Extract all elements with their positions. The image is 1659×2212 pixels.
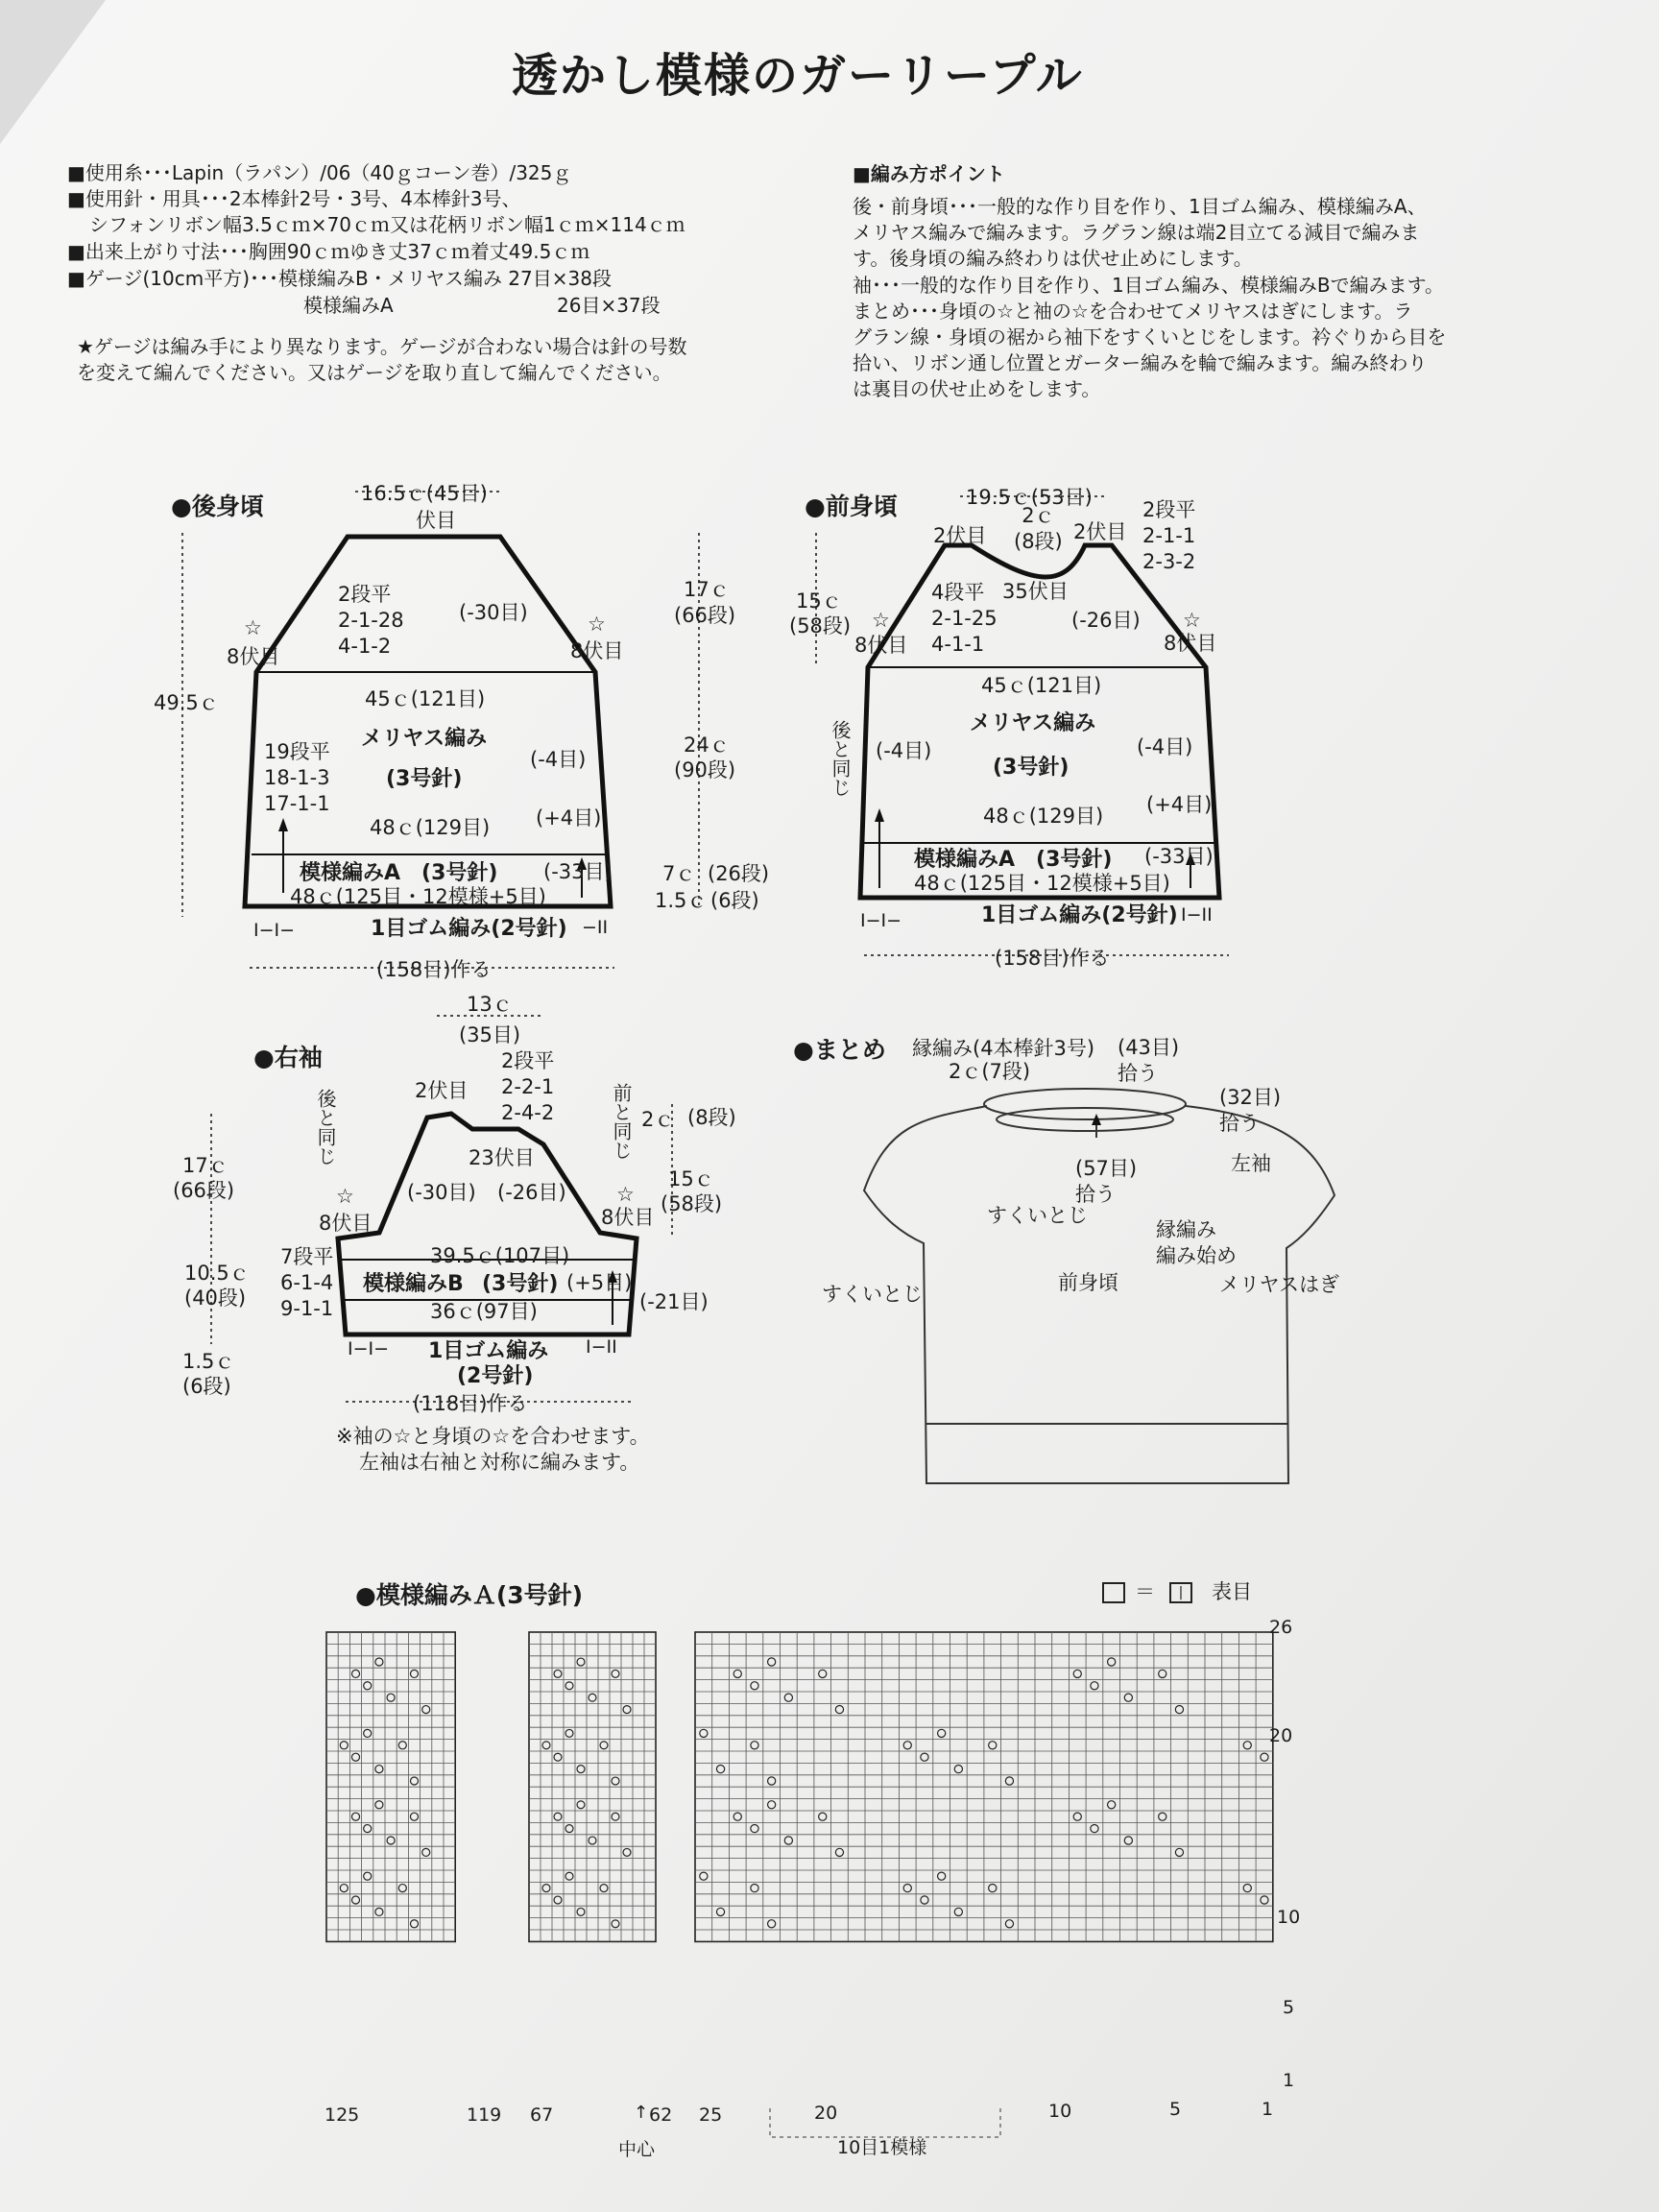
sleeve-rib-mark-left: I−I−	[348, 1338, 390, 1359]
sleeve-rib: 1目ゴム編み	[428, 1339, 549, 1363]
back-width-48: 48ｃ(129目)	[370, 816, 491, 839]
sleeve-star-right: ☆	[616, 1183, 635, 1206]
back-side-decrease: (-4目)	[530, 748, 587, 771]
front-cast-on: (158目)作る	[995, 947, 1110, 970]
finish-heading: ●まとめ	[793, 1036, 886, 1064]
points-heading: ■編み方ポイント	[853, 162, 1005, 185]
gauge-note-line1: ★ゲージは編み手により異なります。ゲージが合わない場合は針の号数	[77, 335, 687, 358]
front-pattern: 模様編みA (3号針)	[914, 848, 1113, 872]
chart-repeat-label: 10目1模様	[837, 2137, 927, 2158]
finish-border-height: 2ｃ(7段)	[949, 1060, 1031, 1083]
sleeve-dim-6: (6段)	[182, 1375, 231, 1398]
sleeve-dim-40: (40段)	[184, 1286, 247, 1310]
points-line: 後・前身頃･･･一般的な作り目を作り、1目ゴム編み、模様編みA、	[853, 195, 1427, 218]
sleeve-note-2: 左袖は右袖と対称に編みます。	[359, 1451, 640, 1474]
sleeve-star-left: ☆	[336, 1185, 354, 1208]
front-side-decrease-right: (-4目)	[1137, 735, 1193, 758]
points-line: グラン線・身頃の裾から袖下をすくいとじをします。衿ぐりから目を	[853, 325, 1447, 349]
row-label-1: 1	[1283, 2070, 1295, 2091]
sleeve-left-bind-off: 8伏目	[319, 1212, 373, 1235]
back-side-rule: 19段平 18-1-3 17-1-1	[264, 740, 330, 815]
spec-yarn: ■使用糸･･･Lapin（ラパン）/06（40ｇコーン巻）/325ｇ	[67, 161, 572, 184]
col-label-25: 25	[699, 2104, 723, 2126]
back-dim-66: (66段)	[674, 604, 736, 627]
legend-equals: ＝	[1135, 1580, 1155, 1603]
row-label-26: 26	[1269, 1617, 1293, 1638]
spec-gauge-a-label: 模様編みA	[303, 294, 394, 317]
back-dim-6: (6段)	[710, 889, 759, 912]
front-rib-mark-right: I−II	[1181, 904, 1213, 926]
sleeve-pattern: 模様編みB	[363, 1272, 464, 1296]
front-left-bind-off: 8伏目	[854, 634, 908, 657]
sleeve-dim-8: (8段)	[687, 1106, 736, 1129]
front-neck-rule: 2段平 2-1-1 2-3-2	[1142, 498, 1196, 573]
finish-mattress-raglan: すくいとじ	[987, 1204, 1088, 1227]
front-star-right: ☆	[1183, 609, 1201, 632]
spec-needles: ■使用針・用具･･･2本棒針2号・3号、4本棒針3号、	[67, 187, 521, 210]
points-line: す。後身頃の編み終わりは伏せ止めにします。	[853, 247, 1253, 270]
sleeve-right-bind-off: 8伏目	[601, 1206, 655, 1229]
front-star-left: ☆	[872, 609, 890, 632]
col-label-62: 62	[649, 2104, 673, 2126]
col-label-119: 119	[467, 2104, 502, 2126]
spec-gauge-a-value: 26目×37段	[557, 294, 661, 317]
back-top-width: 16.5ｃ(45目)	[361, 482, 488, 505]
front-right-bind-off-2: 2伏目	[1073, 520, 1127, 543]
spec-size: ■出来上がり寸法･･･胸囲90ｃｍゆき丈37ｃｍ着丈49.5ｃｍ	[67, 240, 590, 263]
front-needle: (3号針)	[993, 756, 1070, 780]
back-raglan-rule: 2段平 2-1-28 4-1-2	[338, 583, 404, 658]
front-heading: ●前身頃	[805, 493, 898, 520]
back-cast-on: (158目)作る	[376, 958, 492, 981]
back-star-right: ☆	[588, 613, 606, 636]
front-left-bind-off-2: 2伏目	[933, 524, 987, 547]
sleeve-dim-10-5c: 10.5ｃ	[184, 1262, 250, 1285]
back-total-length: 49.5ｃ	[154, 691, 219, 714]
front-bind-off-35: 35伏目	[1002, 580, 1069, 603]
front-rib: 1目ゴム編み(2号針)	[981, 903, 1178, 927]
front-stitch: メリヤス編み	[970, 711, 1096, 735]
finish-graft: メリヤスはぎ	[1219, 1273, 1340, 1296]
front-center-depth: 2ｃ (8段)	[1014, 504, 1063, 553]
front-top-width: 19.5ｃ(53目)	[966, 486, 1093, 509]
finish-pick-57: (57目) 拾う	[1075, 1157, 1138, 1206]
front-pattern-decrease: (-33目)	[1144, 845, 1214, 868]
back-width-45: 45ｃ(121目)	[365, 687, 486, 710]
back-dim-17c: 17ｃ	[684, 578, 730, 601]
front-width-45: 45ｃ(121目)	[981, 674, 1102, 697]
front-side-increase: (+4目)	[1146, 793, 1213, 816]
back-side-increase: (+4目)	[536, 806, 602, 830]
points-line: は裏目の伏せ止めをします。	[853, 377, 1101, 400]
front-same-as-back: 後と同じ	[829, 720, 852, 797]
sleeve-pattern-decrease: (-21目)	[639, 1290, 709, 1313]
back-pattern-decrease: (-33目)	[543, 860, 613, 883]
sleeve-width-39-5: 39.5ｃ(107目)	[430, 1244, 570, 1267]
row-label-20: 20	[1269, 1725, 1293, 1746]
front-hem-width: 48ｃ(125目・12模様+5目)	[914, 872, 1170, 895]
row-label-5: 5	[1283, 1997, 1295, 2018]
spec-ribbon: シフォンリボン幅3.5ｃｍ×70ｃｍ又は花柄リボン幅1ｃｍ×114ｃｍ	[89, 213, 685, 236]
back-rib: 1目ゴム編み(2号針)	[371, 917, 567, 941]
sleeve-dim-1-5c: 1.5ｃ	[182, 1350, 235, 1373]
back-left-bind-off: 8伏目	[227, 645, 280, 668]
sleeve-back-same: 後と同じ	[314, 1089, 337, 1166]
finish-front-body: 前身頃	[1058, 1271, 1118, 1294]
sleeve-rib-needle: (2号針)	[457, 1364, 534, 1388]
back-rib-mark-right: −II	[582, 917, 609, 938]
page-title: 透かし模様のガーリープル	[512, 49, 1084, 103]
back-rib-mark-left: I−I−	[253, 920, 296, 941]
sleeve-cast-on: (118目)作る	[413, 1392, 528, 1415]
col-label-67: 67	[530, 2104, 554, 2126]
sleeve-heading: ●右袖	[253, 1044, 323, 1071]
sleeve-rib-mark-right: I−II	[586, 1336, 617, 1358]
front-side-decrease-left: (-4目)	[876, 739, 932, 762]
legend-knit-symbol-icon: |	[1169, 1582, 1192, 1603]
front-raglan-decrease: (-26目)	[1071, 609, 1141, 632]
back-dim-1-5c: 1.5ｃ	[655, 889, 708, 912]
front-rib-mark-left: I−I−	[860, 910, 902, 931]
legend-empty-square-icon	[1102, 1582, 1125, 1603]
sleeve-dim-17c: 17ｃ	[182, 1154, 228, 1177]
spec-gauge: ■ゲージ(10cm平方)･･･模様編みB・メリヤス編み 27目×38段	[67, 267, 612, 290]
sleeve-needle: (3号針)	[482, 1272, 559, 1296]
sleeve-decrease-right: (-26目)	[497, 1181, 566, 1204]
back-dim-7c: 7ｃ	[662, 862, 696, 885]
chart-center-label: 中心	[618, 2139, 656, 2160]
front-raglan-rule: 4段平 2-1-25 4-1-1	[931, 581, 998, 656]
col-label-20: 20	[814, 2103, 838, 2124]
back-dim-26: (26段)	[708, 862, 770, 885]
finish-pick-43: (43目) 拾う	[1118, 1036, 1180, 1085]
sleeve-top-width: 13ｃ	[467, 993, 513, 1016]
sleeve-note-1: ※袖の☆と身頃の☆を合わせます。	[336, 1425, 650, 1448]
back-pattern: 模様編みA (3号針)	[300, 861, 498, 885]
gauge-note-line2: を変えて編んでください。又はゲージを取り直して編んでください。	[77, 361, 672, 384]
finish-mattress-side: すくいとじ	[822, 1283, 923, 1306]
sleeve-bind-off-23: 23伏目	[469, 1146, 535, 1169]
finish-border-start: 縁編み 編み始め	[1156, 1218, 1237, 1267]
sleeve-top-sts: (35目)	[459, 1023, 521, 1046]
finish-pick-32: (32目) 拾う	[1219, 1086, 1282, 1135]
sleeve-width-36: 36ｃ(97目)	[430, 1300, 538, 1323]
back-right-bind-off: 8伏目	[570, 639, 624, 662]
front-neck-rows: (58段)	[789, 614, 852, 637]
col-label-125: 125	[325, 2104, 360, 2126]
back-star-left: ☆	[244, 616, 262, 639]
points-line: 拾い、リボン通し位置とガーター編みを輪で編みます。編み終わり	[853, 351, 1428, 374]
sleeve-pattern-increase: (+5目)	[566, 1271, 633, 1294]
col-label-1: 1	[1262, 2099, 1274, 2120]
sleeve-dim-66: (66段)	[173, 1179, 235, 1202]
back-hem-width: 48ｃ(125目・12模様+5目)	[290, 885, 546, 908]
back-heading: ●後身頃	[171, 493, 264, 520]
sleeve-dim-2c: 2ｃ	[641, 1108, 675, 1131]
back-needle: (3号針)	[386, 767, 463, 791]
sleeve-dim-58: (58段)	[661, 1192, 723, 1215]
finish-border: 縁編み(4本棒針3号)	[912, 1037, 1095, 1060]
legend-knit-label: 表目	[1212, 1580, 1252, 1603]
back-stitch: メリヤス編み	[361, 727, 488, 751]
back-dim-24c: 24ｃ	[684, 733, 730, 757]
points-line: メリヤス編みで編みます。ラグラン線は端2目立てる減目で編みま	[853, 221, 1420, 244]
sleeve-decrease-left: (-30目)	[407, 1181, 476, 1204]
front-width-48: 48ｃ(129目)	[983, 805, 1104, 828]
back-raglan-decrease: (-30目)	[459, 601, 528, 624]
sleeve-bind-off-2: 2伏目	[415, 1079, 469, 1102]
front-right-bind-off: 8伏目	[1164, 632, 1217, 655]
finish-left-sleeve: 左袖	[1231, 1152, 1271, 1175]
points-line: まとめ･･･身頃の☆と袖の☆を合わせてメリヤスはぎにします。ラ	[853, 300, 1413, 323]
back-dim-90: (90段)	[674, 758, 736, 781]
points-line: 袖･･･一般的な作り目を作り、1目ゴム編み、模様編みBで編みます。	[853, 274, 1445, 297]
front-neck-depth: 15ｃ	[796, 589, 842, 613]
row-label-10: 10	[1277, 1907, 1301, 1928]
chart-heading: ●模様編みＡ(3号針)	[355, 1581, 584, 1609]
sleeve-dim-15c: 15ｃ	[668, 1167, 714, 1190]
sleeve-front-same: 前と同じ	[610, 1083, 633, 1160]
col-label-5: 5	[1169, 2099, 1182, 2120]
back-bind-off: 伏目	[416, 509, 456, 532]
sleeve-increase-rule: 7段平 6-1-4 9-1-1	[280, 1245, 334, 1320]
center-arrow-icon: ↑	[634, 2103, 649, 2123]
col-label-10: 10	[1048, 2101, 1072, 2122]
sleeve-top-rule: 2段平 2-2-1 2-4-2	[501, 1049, 555, 1124]
